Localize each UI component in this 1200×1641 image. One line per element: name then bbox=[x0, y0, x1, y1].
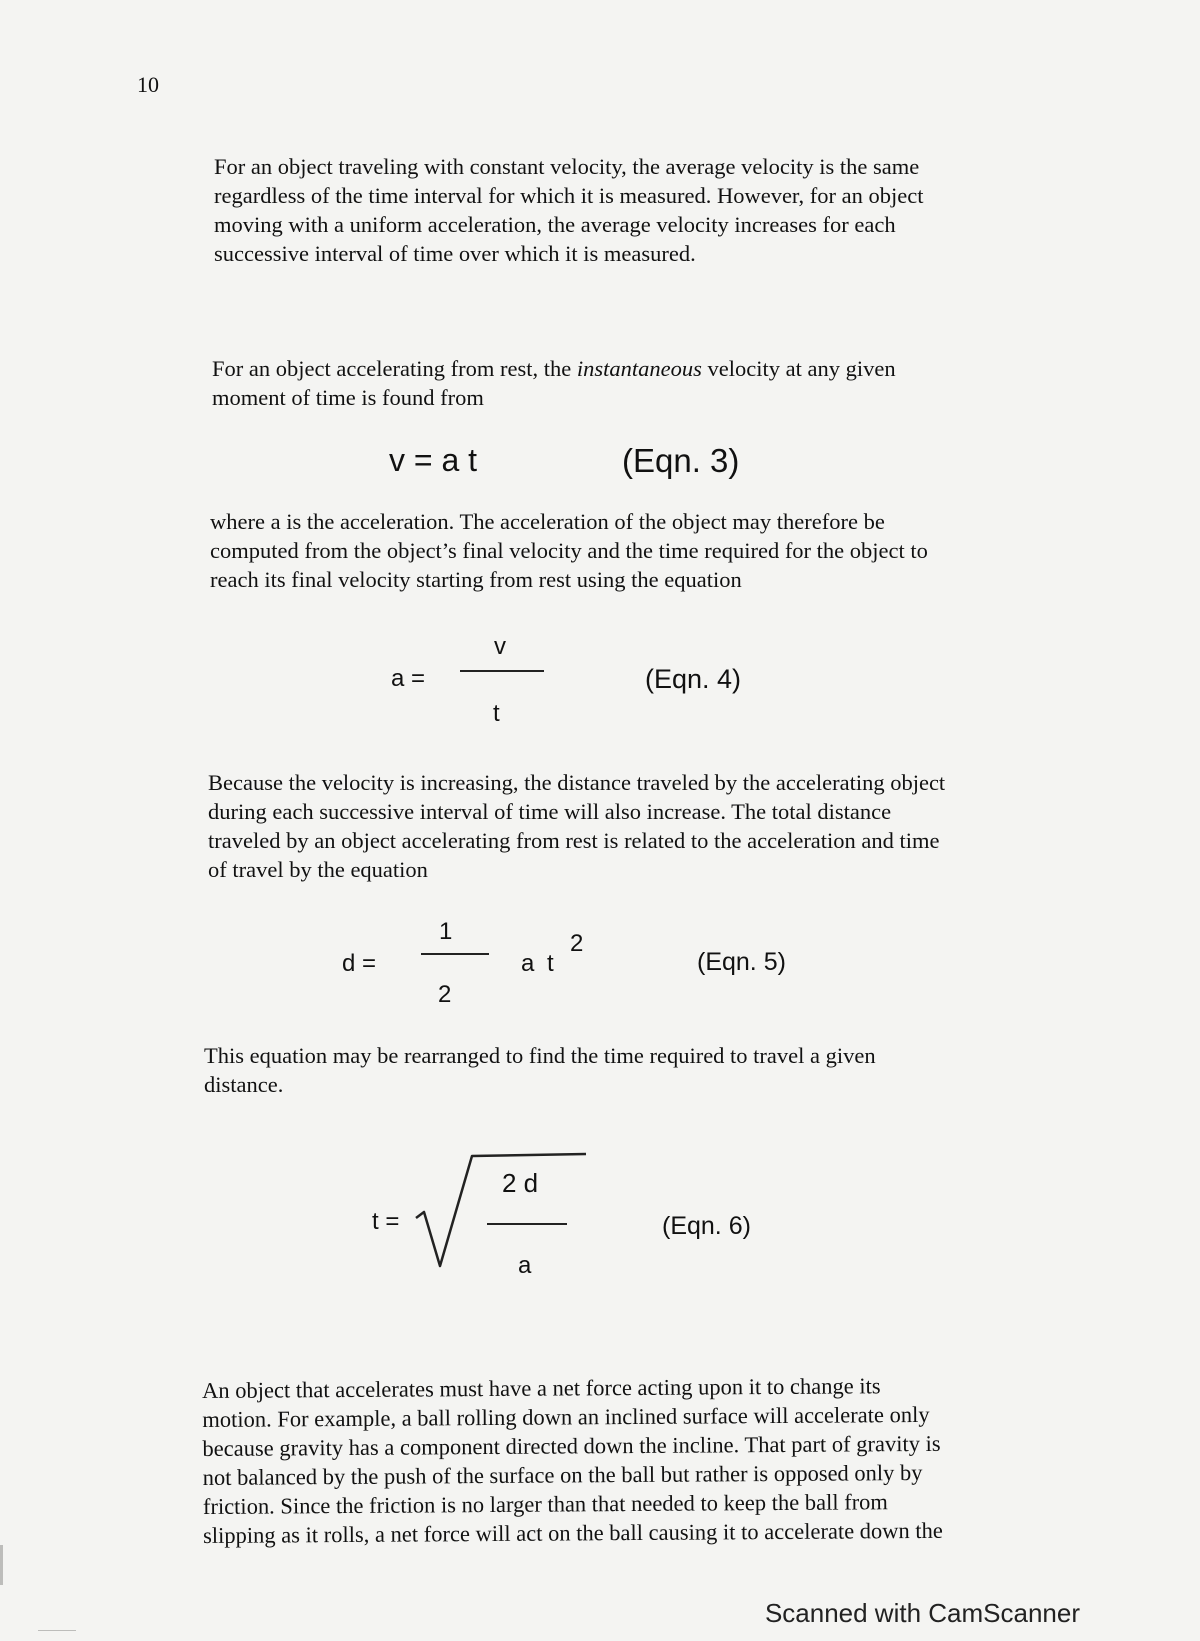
scanner-watermark: Scanned with CamScanner bbox=[764, 1598, 1080, 1628]
paragraph-line: of travel by the equation bbox=[208, 857, 428, 882]
equation-5-lhs: d = bbox=[342, 950, 377, 977]
paragraph-line: moving with a uniform acceleration, the average velocity increases for each bbox=[214, 212, 896, 237]
equation-5-fraction-bar bbox=[421, 953, 489, 955]
equation-4-lhs: a = bbox=[391, 665, 426, 692]
equation-3-expression: v = a t bbox=[389, 442, 478, 478]
paragraph-6 bbox=[202, 1371, 943, 1550]
italic-term: instantaneous bbox=[576, 356, 702, 381]
equation-5-exponent: 2 bbox=[570, 930, 584, 957]
paragraph-line: friction. Since the friction is no larger than that needed to keep the ball from bbox=[202, 1489, 888, 1519]
paragraph-line: Because the velocity is increasing, the distance traveled by the accelerating object bbox=[208, 770, 946, 795]
paragraph-line: where a is the acceleration. The acceleration of the object may therefore be bbox=[210, 509, 885, 534]
equation-4-numerator: v bbox=[494, 633, 506, 660]
equation-5-numerator: 1 bbox=[439, 918, 453, 945]
paragraph-line: moment of time is found from bbox=[212, 385, 484, 410]
paragraph-2 bbox=[212, 354, 896, 412]
equation-6-fraction-bar bbox=[487, 1223, 567, 1225]
paragraph-line: regardless of the time interval for which it is measured. However, for an object bbox=[214, 183, 924, 208]
paragraph-line: successive interval of time over which it is measured. bbox=[214, 241, 696, 266]
page-number: 10 bbox=[137, 72, 159, 97]
square-root-stroke bbox=[416, 1154, 586, 1266]
equation-6-label: (Eqn. 6) bbox=[662, 1212, 751, 1240]
equation-6-lhs: t = bbox=[372, 1208, 400, 1235]
scan-edge-mark bbox=[38, 1630, 76, 1631]
equation-5-denominator: 2 bbox=[438, 981, 452, 1008]
equation-5-label: (Eqn. 5) bbox=[697, 948, 786, 976]
paragraph-line: motion. For example, a ball rolling down an inclined surface will accelerate only bbox=[202, 1401, 930, 1432]
equation-4-fraction-bar bbox=[460, 670, 544, 672]
paragraph-line: during each successive interval of time will also increase. The total distance bbox=[208, 799, 892, 824]
paragraph-line: An object that accelerates must have a net force acting upon it to change its bbox=[202, 1373, 881, 1403]
paragraph-line: distance. bbox=[204, 1072, 284, 1097]
scan-edge-mark bbox=[0, 1545, 3, 1585]
paragraph-line: not balanced by the push of the surface on the ball but rather is opposed only by bbox=[202, 1459, 923, 1490]
equation-4-label: (Eqn. 4) bbox=[645, 664, 742, 694]
paragraph-line: traveled by an object accelerating from rest is related to the acceleration and time bbox=[208, 828, 940, 853]
text-span: For an object accelerating from rest, the bbox=[212, 356, 577, 381]
paragraph-line bbox=[212, 354, 896, 383]
paragraph-line: because gravity has a component directed down the incline. That part of gravity is bbox=[202, 1430, 941, 1461]
paragraph-1 bbox=[214, 152, 923, 268]
equation-6-denominator: a bbox=[518, 1252, 532, 1279]
paragraph-line: For an object traveling with constant velocity, the average velocity is the same bbox=[214, 154, 920, 179]
paragraph-line: reach its final velocity starting from rest using the equation bbox=[210, 567, 742, 592]
paragraph-5 bbox=[204, 1041, 876, 1099]
paragraph-4 bbox=[208, 768, 945, 884]
paragraph-line: computed from the object’s final velocity and the time required for the object to bbox=[210, 538, 928, 563]
equation-6-numerator: 2 d bbox=[502, 1168, 539, 1198]
text-span: velocity at any given bbox=[701, 356, 896, 381]
equation-5-term: a t bbox=[521, 950, 554, 977]
paragraph-line: slipping as it rolls, a net force will act on the ball causing it to accelerate down the bbox=[203, 1517, 943, 1548]
equation-3-label: (Eqn. 3) bbox=[622, 442, 740, 479]
equation-4-denominator: t bbox=[493, 700, 500, 727]
paragraph-3 bbox=[210, 507, 928, 594]
paragraph-line: This equation may be rearranged to find the time required to travel a given bbox=[204, 1043, 876, 1068]
